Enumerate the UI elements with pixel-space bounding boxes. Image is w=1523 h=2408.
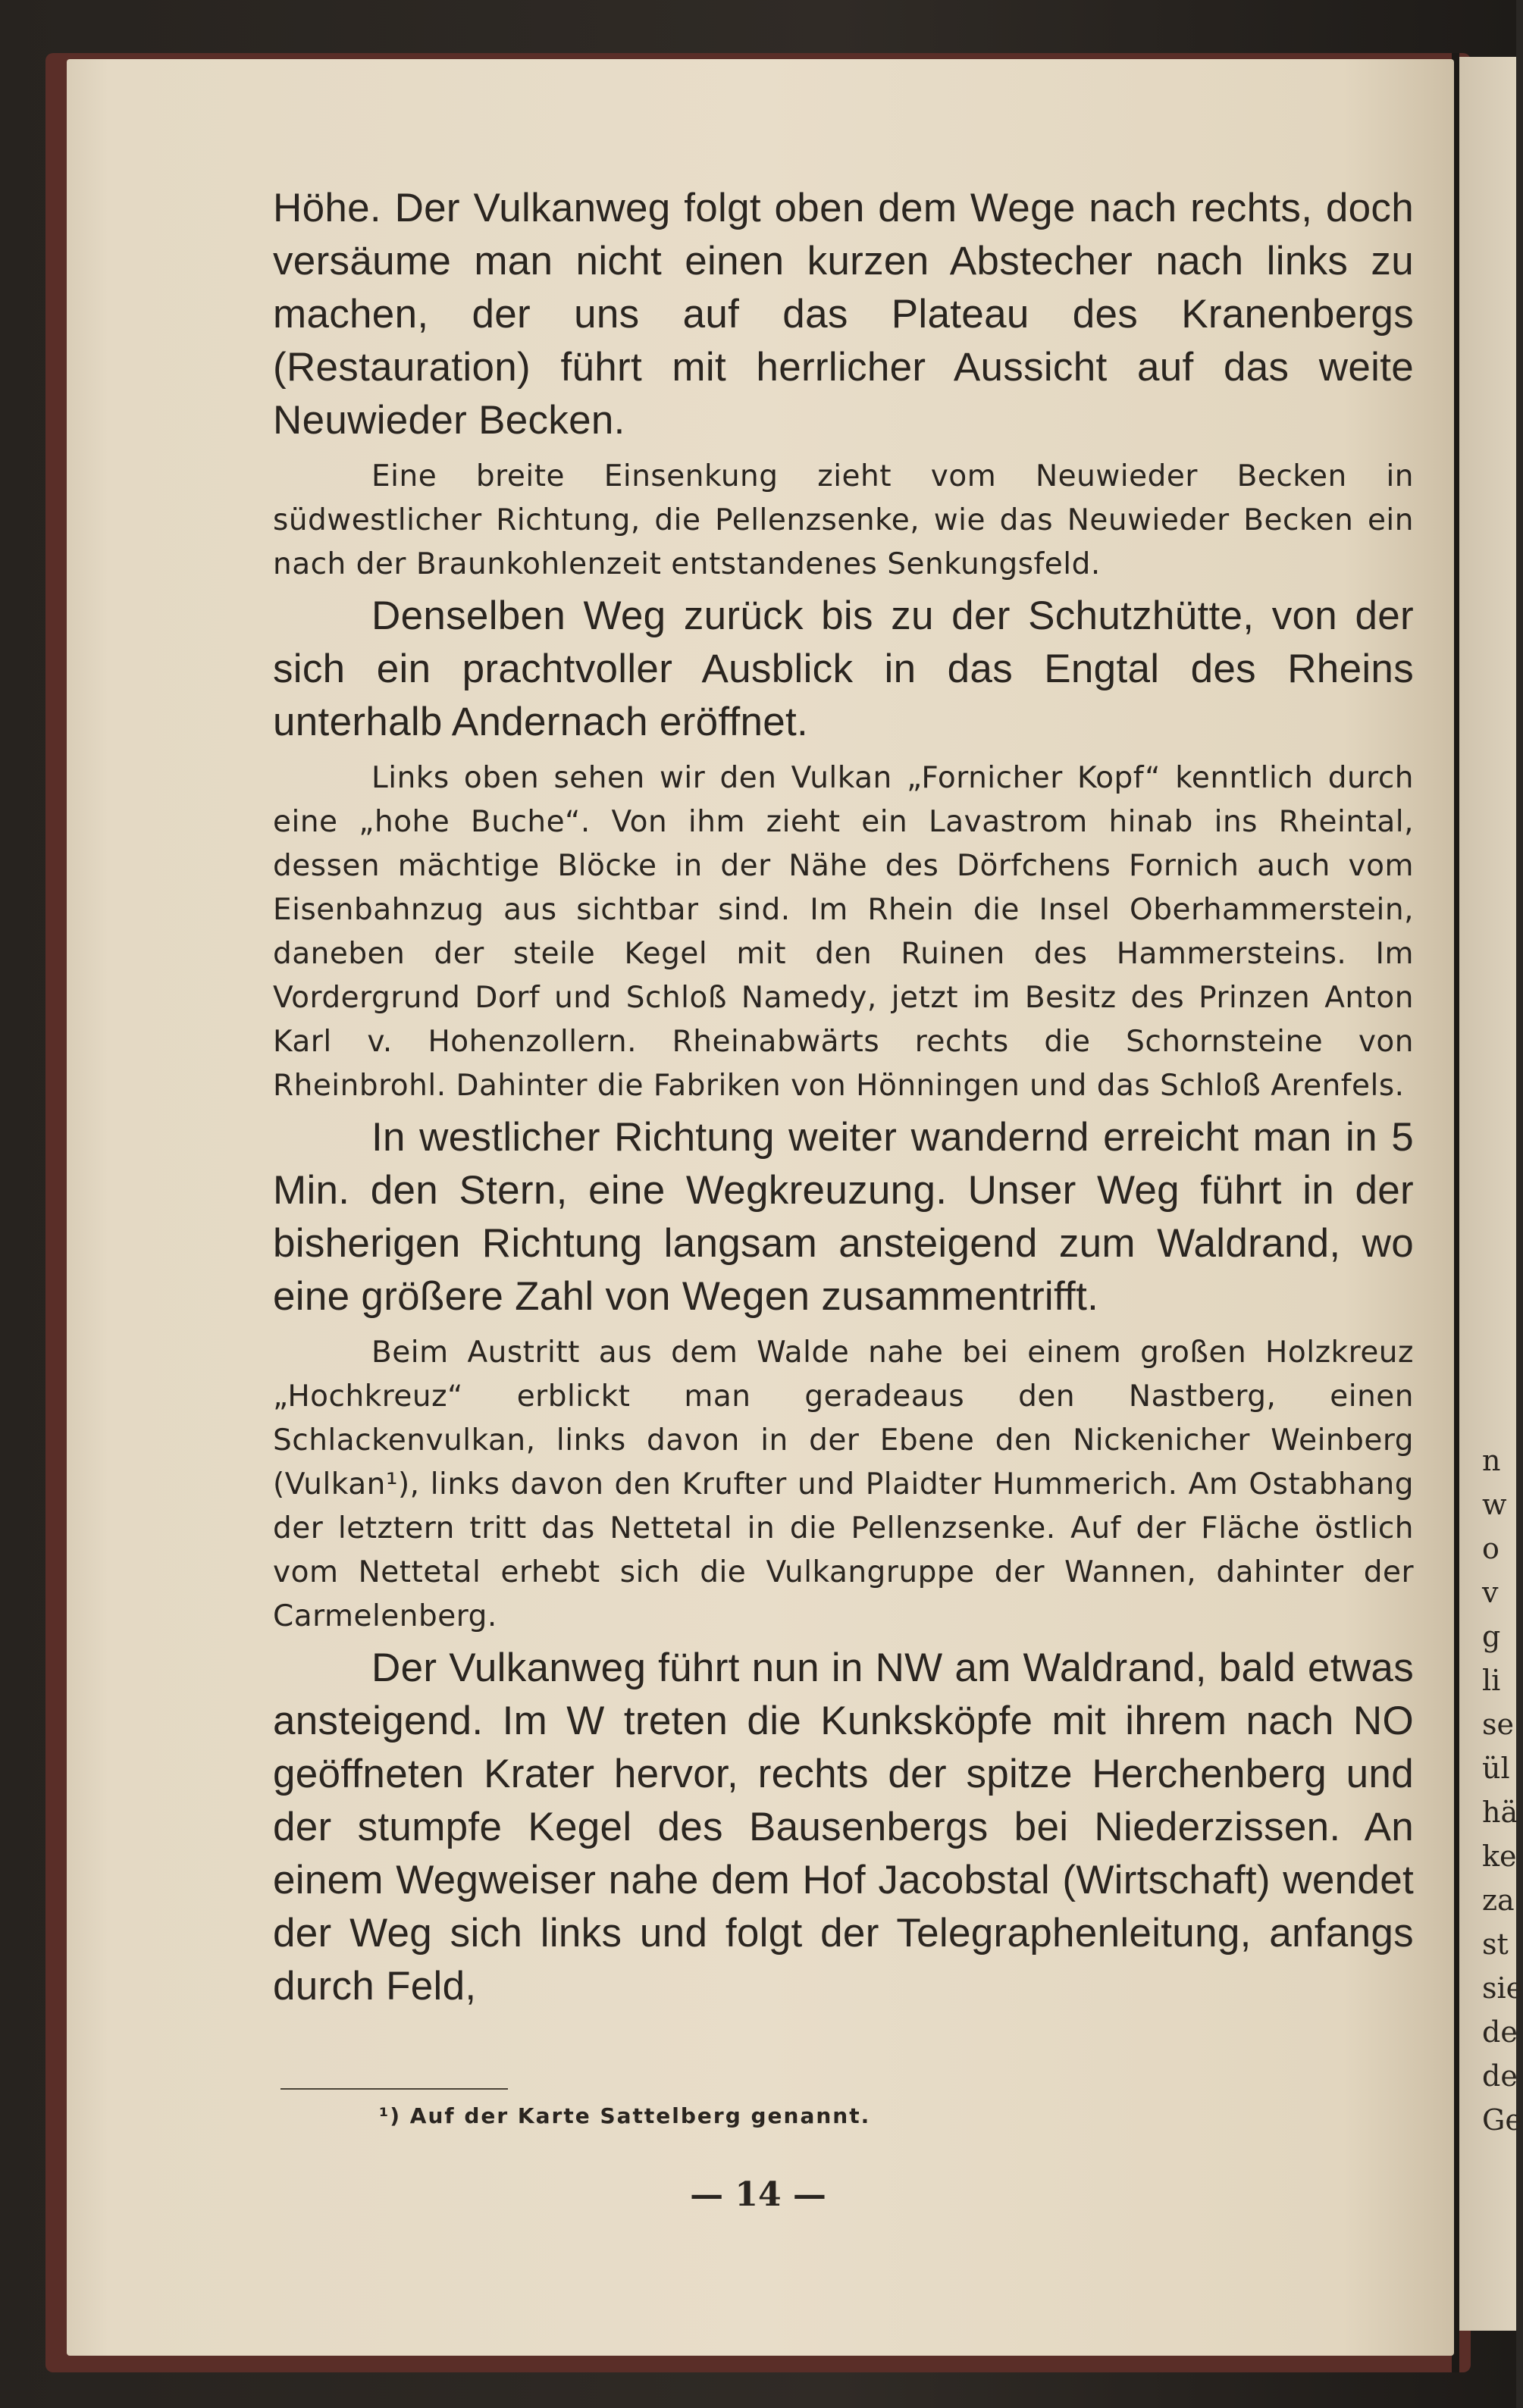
facing-page-fragment: de <box>1482 2015 1518 2049</box>
facing-page-fragment: ül <box>1482 1752 1510 1785</box>
facing-page-fragment: li <box>1482 1664 1501 1697</box>
facing-page-fragment: ke <box>1482 1840 1517 1873</box>
paragraph-einsenkung: Eine breite Einsenkung zieht vom Neuwieder Becken in südwestlicher Richtung, die Pellenzsenke, wie das Neuwieder Becken ein nach der Braunkohlenzeit entstandenes Senkungsfeld. <box>273 459 1414 581</box>
paragraph-fornicher-kopf: Links oben sehen wir den Vulkan „Fornicher Kopf“ kenntlich durch eine „hohe Buche“. Von ihm zieht ein Lavastrom hinab ins Rheintal, dessen mächtige Blöcke in der Nähe des Dörfchens Fornich auch vom Eisenbahnzug aus sichtbar sind. Im Rhein die Insel Oberhammerstein, daneben der steile Kegel mit den Ruinen des Hammersteins. Im Vordergrund Dorf und Schloß Namedy, jetzt im Besitz des Prinzen Anton Karl v. Hohenzollern. Rheinabwärts rechts die Schornsteine von Rheinbrohl. Dahinter die Fabriken von Hönningen und das Schloß Arenfels. <box>273 761 1414 1103</box>
paragraph-stern: In westlicher Richtung weiter wandernd erreicht man in 5 Min. den Stern, eine Wegkreuzung. Unser Weg führt in der bisherigen Richtung langsam ansteigend zum Waldrand, wo eine größere Zahl von Wegen zusammentrifft. <box>273 1115 1414 1319</box>
facing-page-edge <box>1459 57 1523 2331</box>
facing-page-fragment: n <box>1482 1444 1501 1477</box>
footnote: ¹) Auf der Karte Sattelberg genannt. <box>379 2103 871 2128</box>
facing-page-fragment: sie <box>1482 1971 1523 2005</box>
facing-page-fragment: o <box>1482 1532 1499 1565</box>
facing-page-fragment: g <box>1482 1620 1501 1653</box>
paragraph-hoehe: Höhe. Der Vulkanweg folgt oben dem Wege nach rechts, doch versäume man nicht einen kurzen Abstecher nach links zu machen, der uns auf das Plateau des Kranenbergs (Restauration) führt mit herrlicher Aussicht auf das weite Neuwieder Becken. <box>273 186 1414 443</box>
facing-page-fragment: w <box>1482 1488 1507 1521</box>
page-body <box>273 182 1414 2013</box>
facing-page-fragment: za <box>1482 1884 1515 1917</box>
facing-page-fragment: Ge <box>1482 2103 1522 2137</box>
facing-page-fragment: de <box>1482 2059 1518 2093</box>
footnote-divider <box>280 2088 508 2090</box>
page-number: — 14 — <box>690 2175 826 2214</box>
paragraph-vulkanweg-nw: Der Vulkanweg führt nun in NW am Waldrand, bald etwas ansteigend. Im W treten die Kunksköpfe mit ihrem nach NO geöffneten Krater hervor, rechts der spitze Herchenberg und der stumpfe Kegel des Bausenbergs bei Niederzissen. An einem Wegweiser nahe dem Hof Jacobstal (Wirtschaft) wendet der Weg sich links und folgt der Telegraphenleitung, anfangs durch Feld, <box>273 1646 1414 2009</box>
facing-page-fragment: v <box>1482 1576 1499 1609</box>
paragraph-schutzhuette: Denselben Weg zurück bis zu der Schutzhütte, von der sich ein prachtvoller Ausblick in das Engtal des Rheins unterhalb Andernach eröffnet. <box>273 593 1414 744</box>
facing-page-fragment: se <box>1482 1708 1514 1741</box>
paragraph-hochkreuz: Beim Austritt aus dem Walde nahe bei einem großen Holzkreuz „Hochkreuz“ erblickt man geradeaus den Nastberg, einen Schlackenvulkan, links davon in der Ebene den Nickenicher Weinberg (Vulkan¹), links davon den Krufter und Plaidter Hummerich. Am Ostabhang der letztern tritt das Nettetal in die Pellenzsenke. Auf der Fläche östlich vom Nettetal erhebt sich die Vulkangruppe der Wannen, dahinter der Carmelenberg. <box>273 1336 1414 1633</box>
facing-page-fragment: st <box>1482 1927 1509 1961</box>
facing-page-fragment: hä <box>1482 1796 1518 1829</box>
